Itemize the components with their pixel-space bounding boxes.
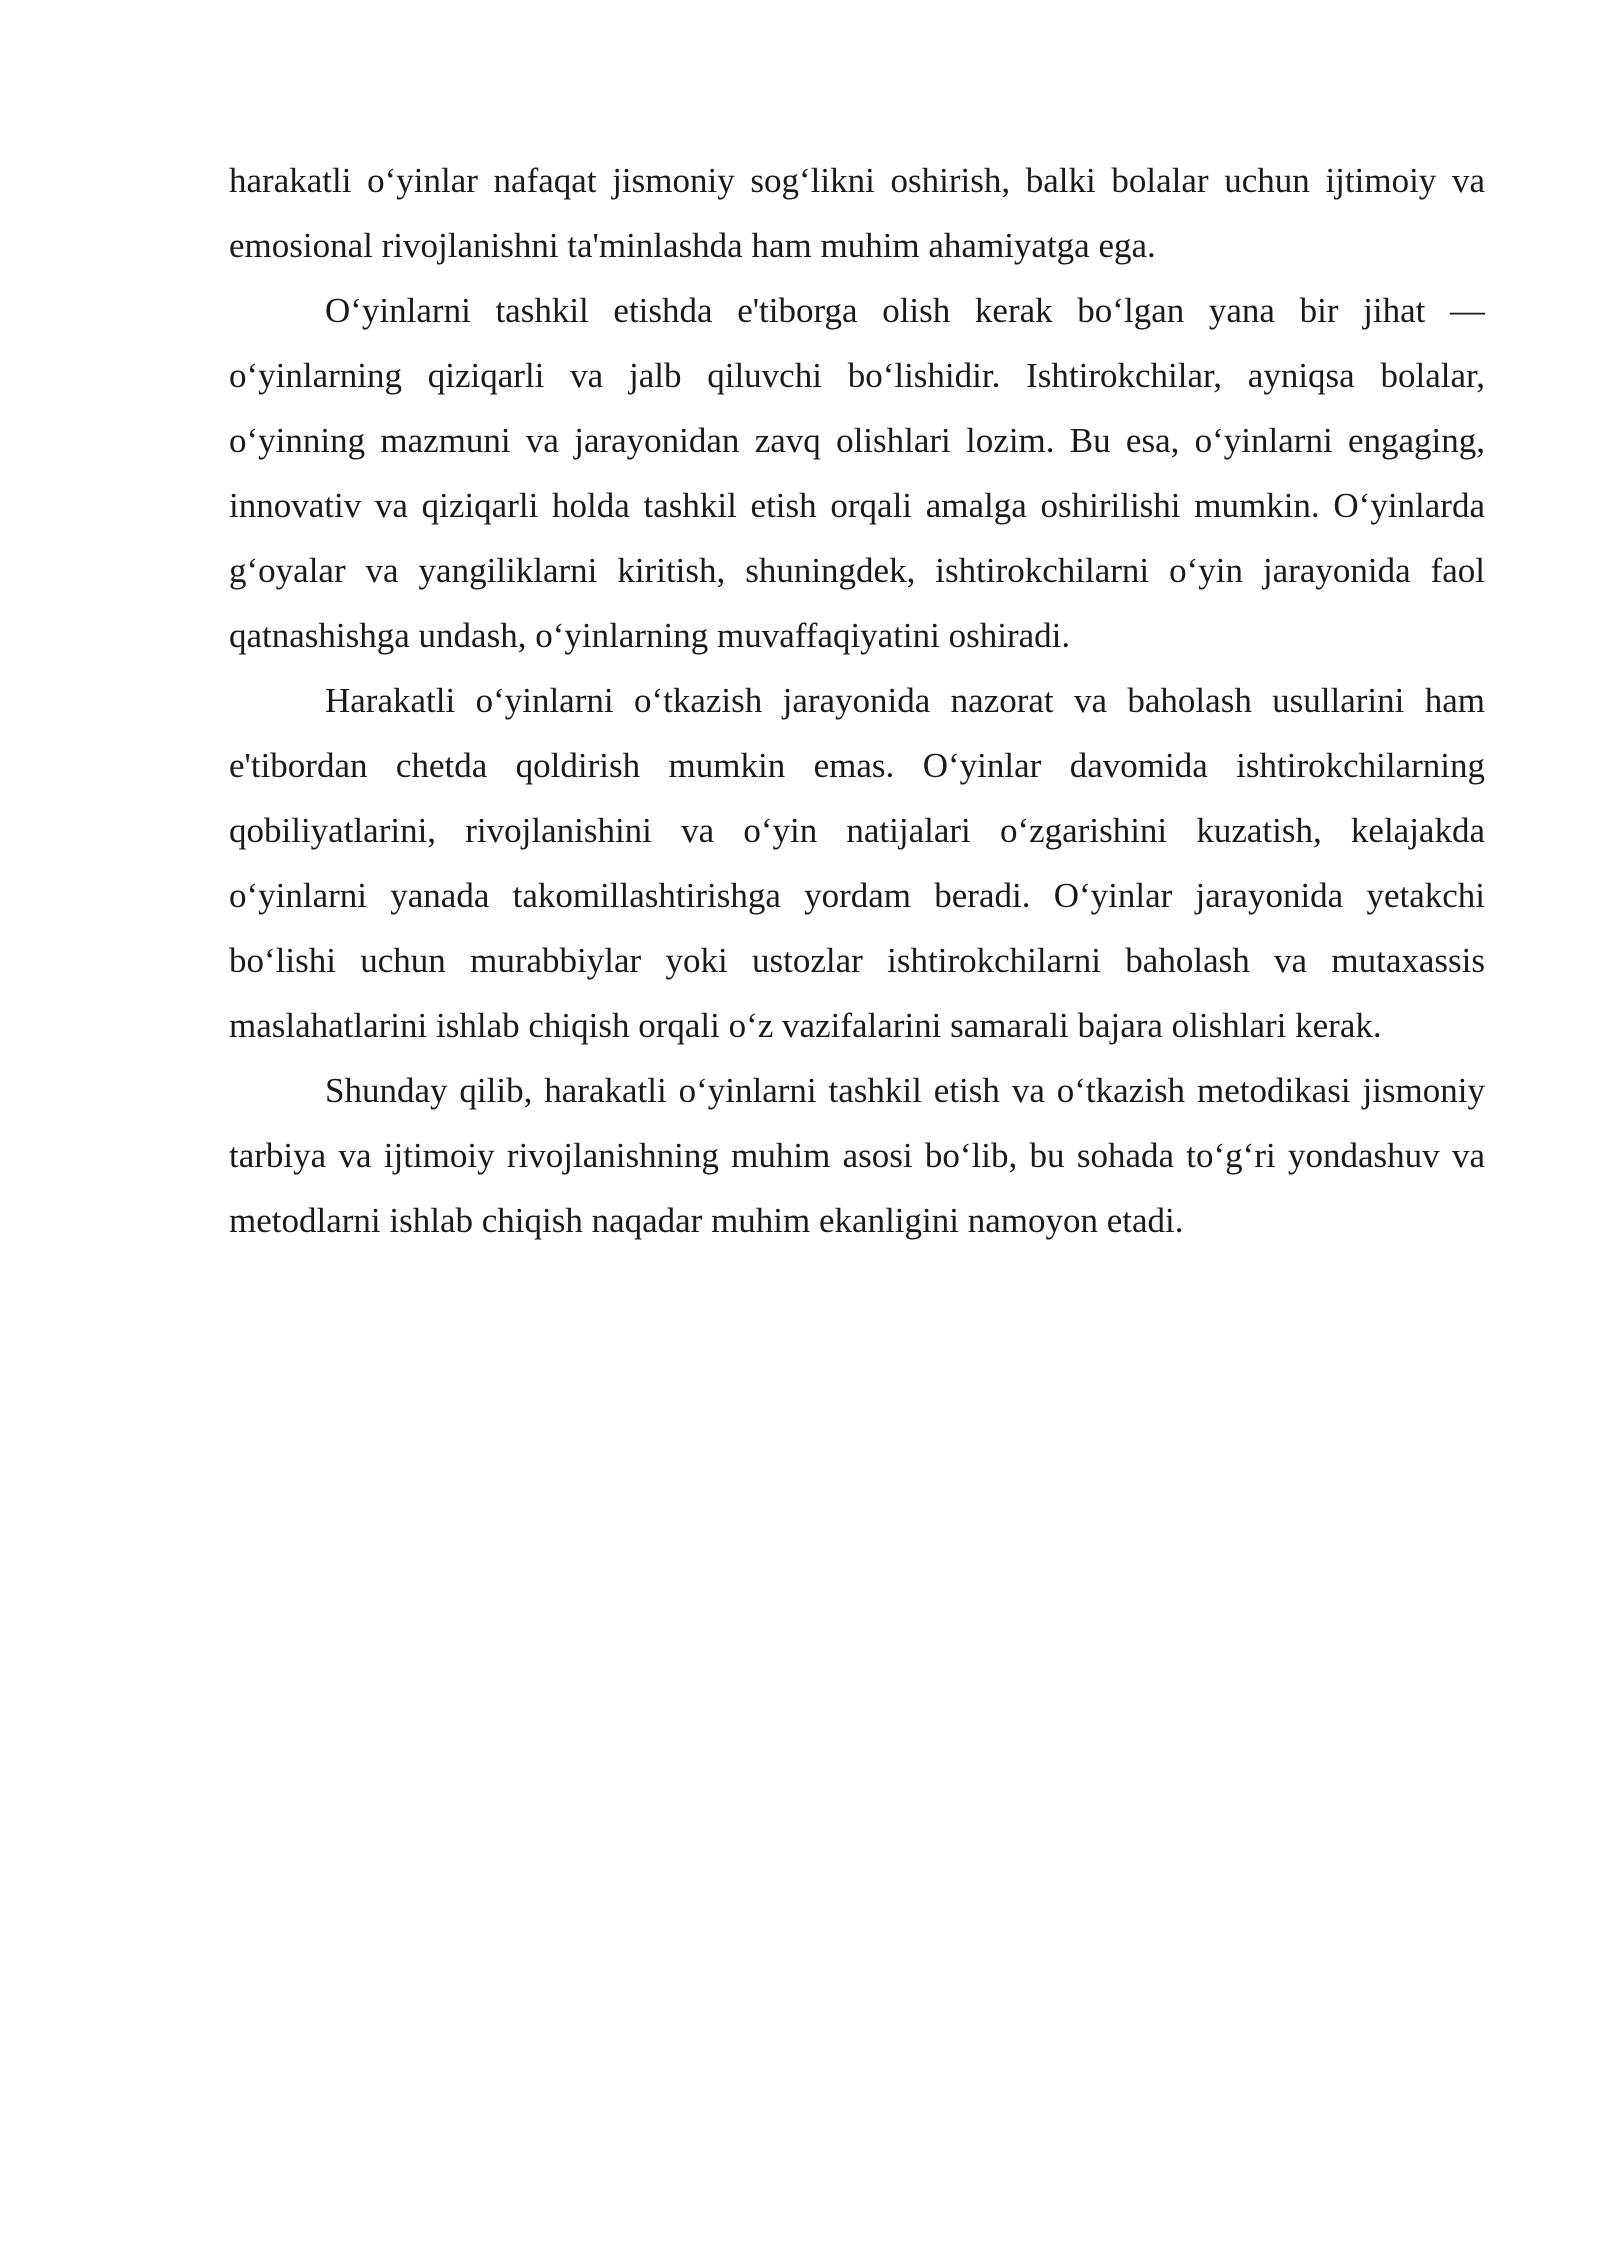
paragraph-4: Shunday qilib, harakatli o‘yinlarni tashkil etish va o‘tkazish metodikasi jismoniy tarbiya va ijtimoiy rivojlanishning muhim asosi bo‘lib, bu sohada to‘g‘ri yondashuv va metodlarni ishlab chiqish naqadar muhim ekanligini namoyon etadi.	[229, 1071, 1485, 1240]
paragraph-1: harakatli o‘yinlar nafaqat jismoniy sog‘likni oshirish, balki bolalar uchun ijtimoiy va emosional rivojlanishni ta'minlashda ham muhim ahamiyatga ega.	[229, 161, 1485, 265]
paragraph-2: O‘yinlarni tashkil etishda e'tiborga olish kerak bo‘lgan yana bir jihat — o‘yinlarning qiziqarli va jalb qiluvchi bo‘lishidir. Ishtirokchilar, ayniqsa bolalar, o‘yinning mazmuni va jarayonidan zavq olishlari lozim. Bu esa, o‘yinlarni engaging, innovativ va qiziqarli holda tashkil etish orqali amalga oshirilishi mumkin. O‘yinlarda g‘oyalar va yangiliklarni kiritish, shuningdek, ishtirokchilarni o‘yin jarayonida faol qatnashishga undash, o‘yinlarning muvaffaqiyatini oshiradi.	[229, 291, 1485, 655]
paragraph-3: Harakatli o‘yinlarni o‘tkazish jarayonida nazorat va baholash usullarini ham e'tibordan chetda qoldirish mumkin emas. O‘yinlar davomida ishtirokchilarning qobiliyatlarini, rivojlanishini va o‘yin natijalari o‘zgarishini kuzatish, kelajakda o‘yinlarni yanada takomillashtirishga yordam beradi. O‘yinlar jarayonida yetakchi bo‘lishi uchun murabbiylar yoki ustozlar ishtirokchilarni baholash va mutaxassis maslahatlarini ishlab chiqish orqali o‘z vazifalarini samarali bajara olishlari kerak.	[229, 681, 1485, 1045]
document-body	[229, 148, 1485, 1253]
